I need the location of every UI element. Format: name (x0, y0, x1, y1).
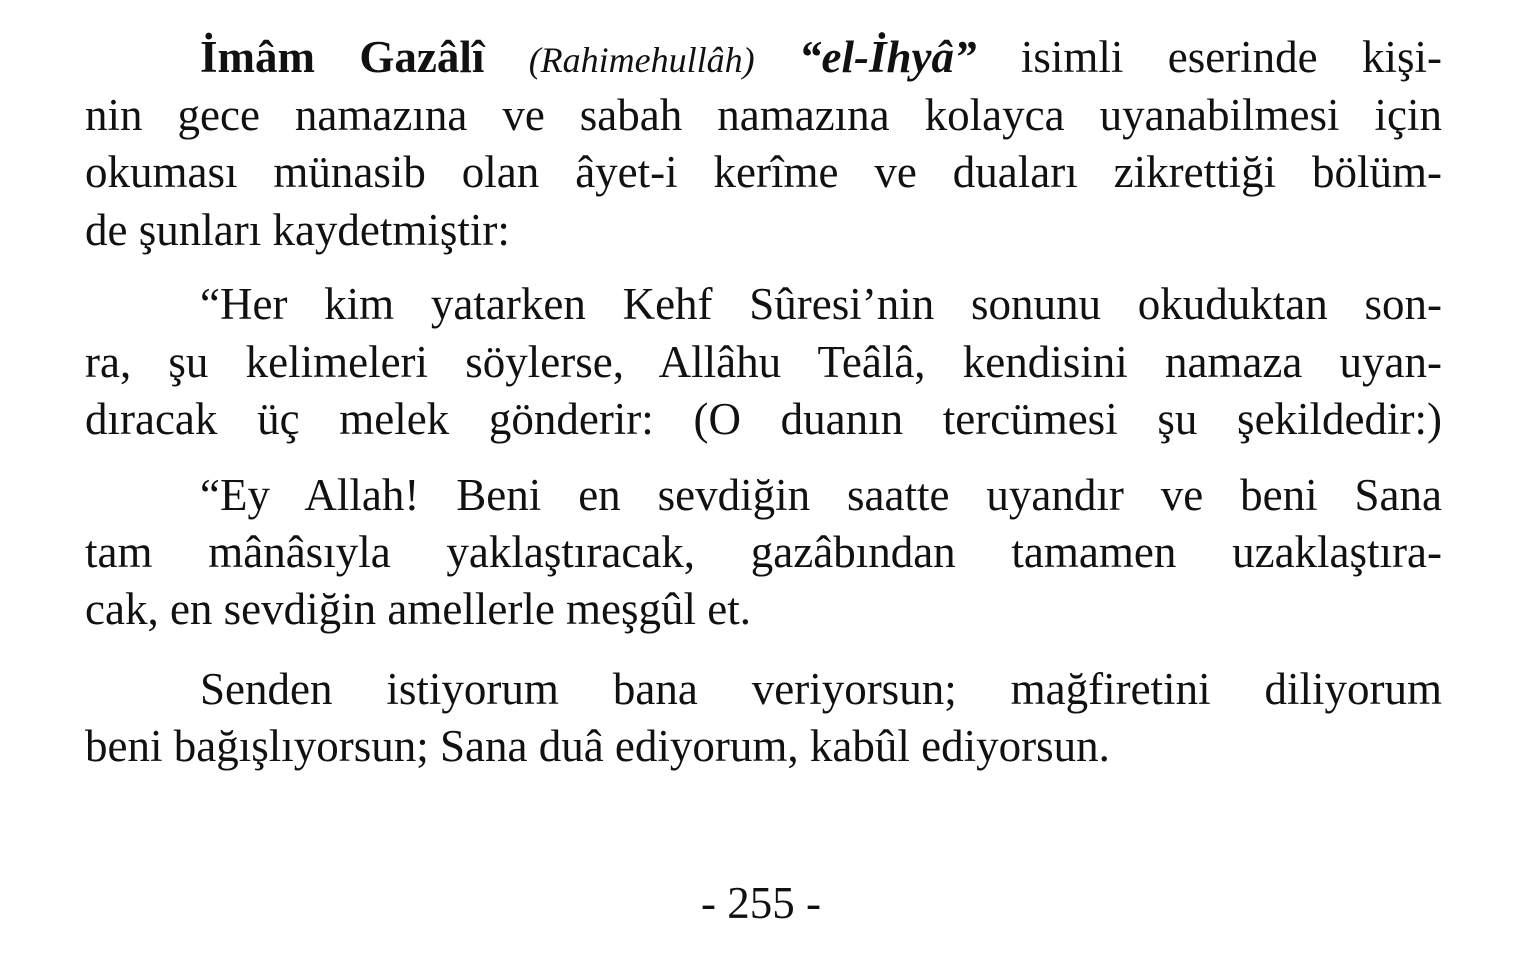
paragraph-3-line-2: tam mânâsıyla yaklaştıracak, gazâbından tamamen uzaklaştıra- (85, 527, 1442, 577)
page-number: - 255 - (701, 878, 821, 928)
author-name: İmâm Gazâlî (200, 32, 485, 82)
honorific: (Rahimehullâh) (528, 40, 755, 80)
paragraph-4-line-2: beni bağışlıyorsun; Sana duâ ediyorum, kabûl ediyorsun. (85, 721, 1110, 771)
paragraph-1-line-2: nin gece namazına ve sabah namazına kolayca uyanabilmesi için (85, 90, 1442, 140)
paragraph-2-line-1: “Her kim yatarken Kehf Sûresi’nin sonunu okuduktan son- (200, 279, 1442, 329)
paragraph-2-line-2: ra, şu kelimeleri söylerse, Allâhu Teâlâ, kendisini namaza uyan- (85, 337, 1442, 387)
book-title: “el-İhyâ” (799, 32, 977, 82)
paragraph-3-line-3: cak, en sevdiğin amellerle meşgûl et. (85, 584, 752, 634)
paragraph-1-line-3: okuması münasib olan âyet-i kerîme ve duaları zikrettiği bölüm- (85, 147, 1442, 197)
paragraph-2-line-3: dıracak üç melek gönderir: (O duanın tercümesi şu şekildedir:) (85, 394, 1442, 444)
paragraph-3-line-1: “Ey Allah! Beni en sevdiğin saatte uyandır ve beni Sana (200, 470, 1442, 520)
paragraph-1-line-1 (200, 28, 1442, 89)
paragraph-1-line-4: de şunları kaydetmiştir: (85, 205, 510, 255)
paragraph-4-line-1: Senden istiyorum bana veriyorsun; mağfiretini diliyorum (200, 664, 1442, 714)
paragraph-1-line-1-rest: isimli eserinde kişi- (1020, 32, 1443, 82)
